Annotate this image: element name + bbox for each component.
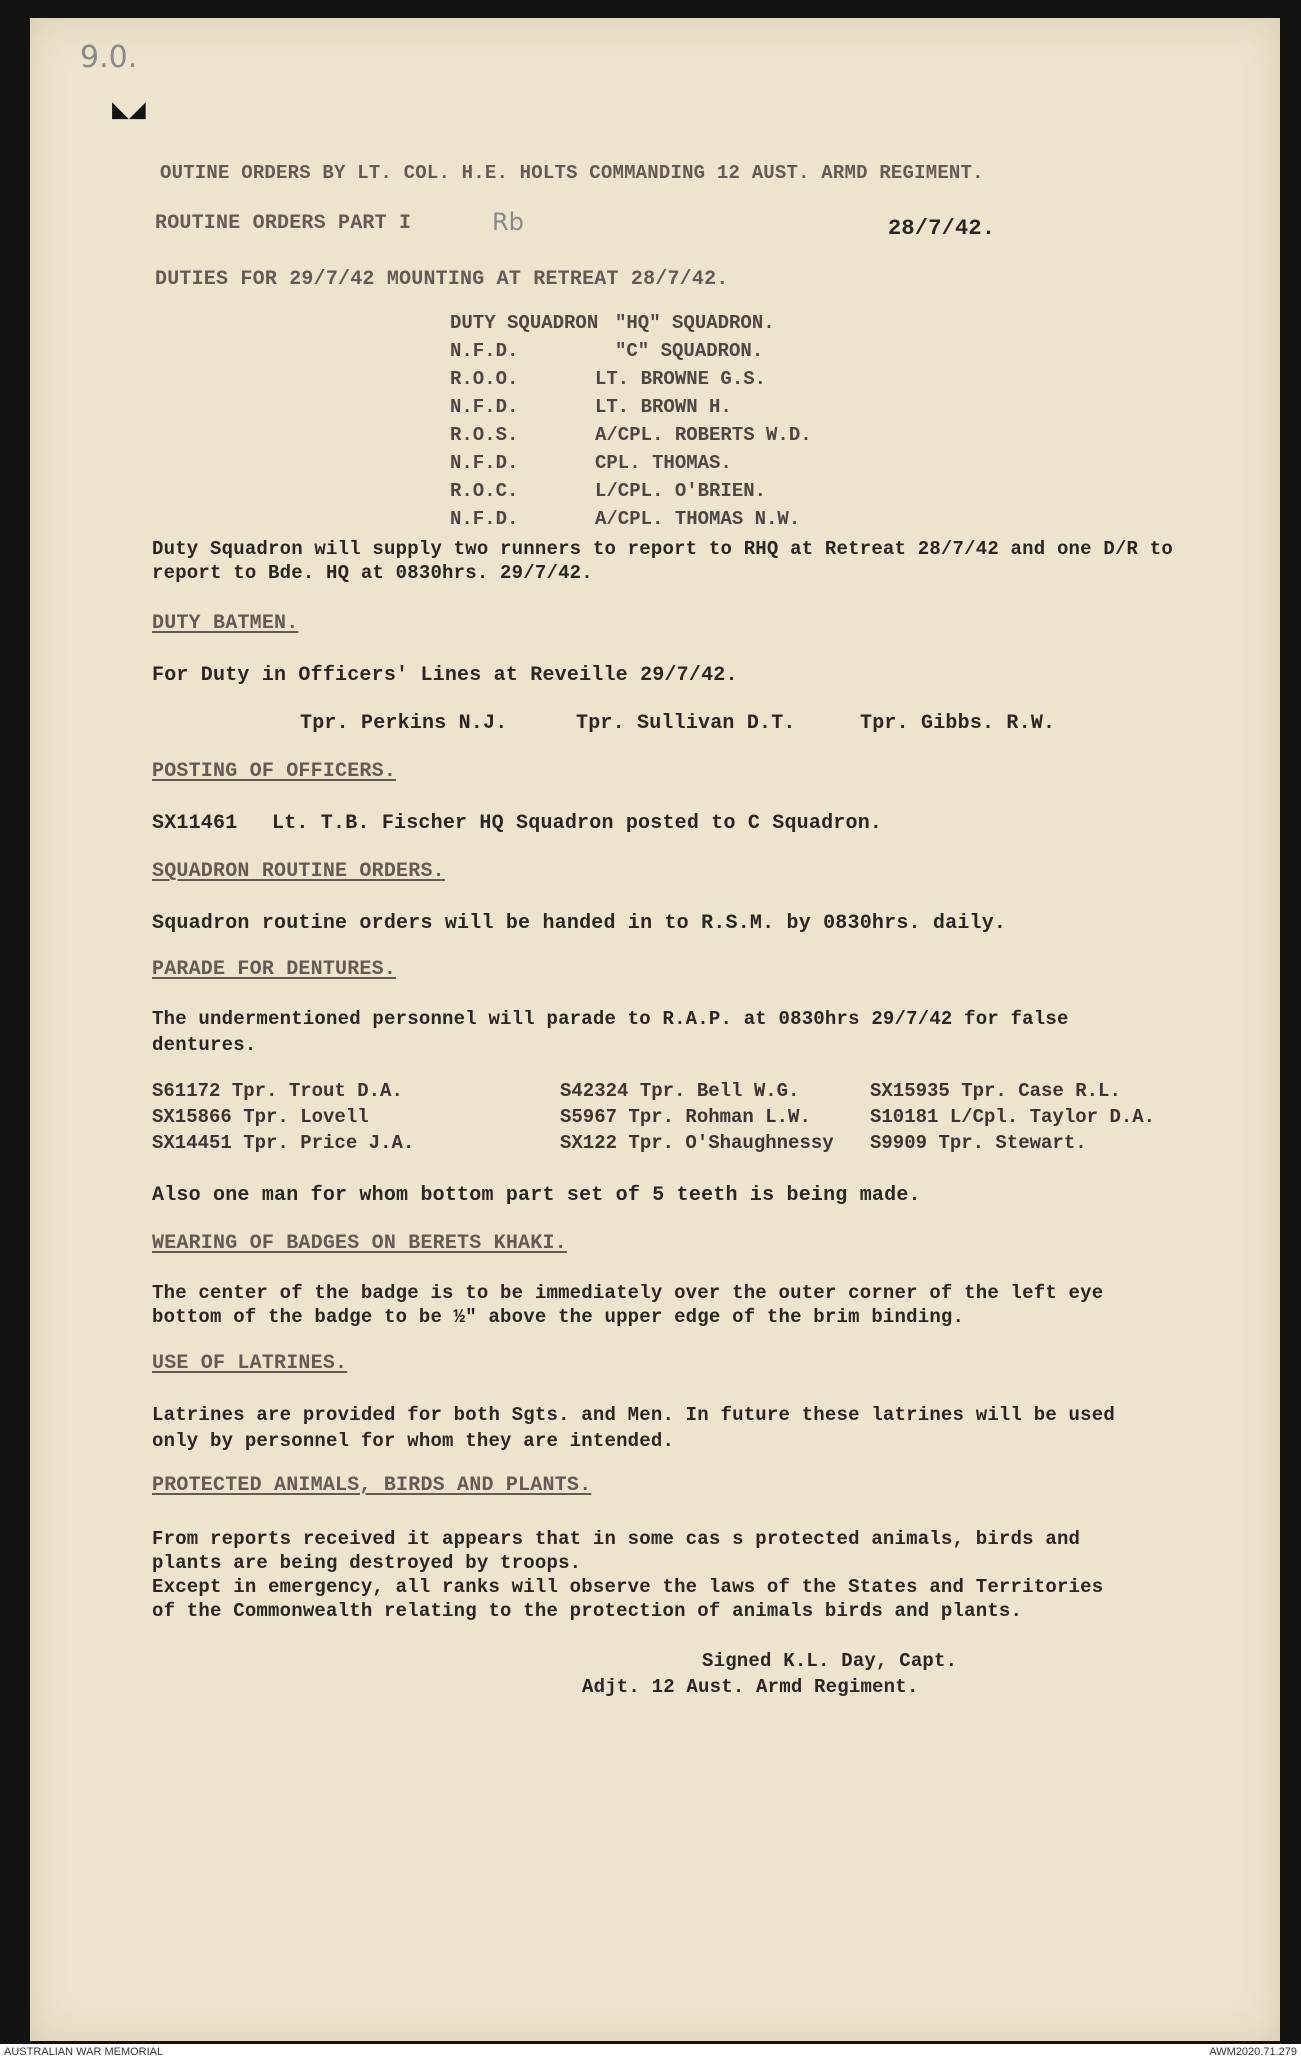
- badges-line2: bottom of the badge to be ½" above the upper edge of the brim binding.: [152, 1306, 965, 1328]
- latrines-line2: only by personnel for whom they are intended.: [152, 1430, 675, 1452]
- duty-row: N.F.D. "C" SQUADRON.: [450, 340, 764, 362]
- duty-batmen-text: For Duty in Officers' Lines at Reveille 29/7/42.: [152, 664, 738, 687]
- protected-line3: Except in emergency, all ranks will observe the laws of the States and Territories: [152, 1576, 1104, 1598]
- duties-line: DUTIES FOR 29/7/42 MOUNTING AT RETREAT 28/7/42.: [155, 268, 729, 291]
- batman-name-1: Tpr. Perkins N.J.: [300, 712, 508, 735]
- denture-cell: S9909 Tpr. Stewart.: [870, 1132, 1087, 1154]
- denture-cell: S10181 L/Cpl. Taylor D.A.: [870, 1106, 1156, 1128]
- duty-batmen-heading: DUTY BATMEN.: [152, 612, 299, 635]
- dentures-note: Also one man for whom bottom part set of 5 teeth is being made.: [152, 1184, 921, 1207]
- denture-cell: SX122 Tpr. O'Shaughnessy: [560, 1132, 834, 1154]
- footer-accession: AWM2020.71.279: [1209, 2046, 1297, 2058]
- latrines-line1: Latrines are provided for both Sgts. and Men. In future these latrines will be used: [152, 1404, 1115, 1426]
- duty-row: R.O.S. A/CPL. ROBERTS W.D.: [450, 424, 812, 446]
- footer-source: AUSTRALIAN WAR MEMORIAL: [4, 2046, 164, 2058]
- duty-row: R.O.C. L/CPL. O'BRIEN.: [450, 480, 767, 502]
- protected-line4: of the Commonwealth relating to the protection of animals birds and plants.: [152, 1600, 1023, 1622]
- orders-part: ROUTINE ORDERS PART I: [155, 212, 412, 235]
- denture-cell: S5967 Tpr. Rohman L.W.: [560, 1106, 811, 1128]
- dentures-heading: PARADE FOR DENTURES.: [152, 958, 397, 981]
- handwritten-mark: ◣◢: [112, 96, 146, 127]
- batman-name-2: Tpr. Sullivan D.T.: [576, 712, 796, 735]
- latrines-heading: USE OF LATRINES.: [152, 1352, 348, 1375]
- denture-cell: SX15866 Tpr. Lovell: [152, 1106, 369, 1128]
- squadron-orders-heading: SQUADRON ROUTINE ORDERS.: [152, 860, 445, 883]
- badges-heading: WEARING OF BADGES ON BERETS KHAKI.: [152, 1232, 567, 1255]
- denture-cell: S42324 Tpr. Bell W.G.: [560, 1080, 800, 1102]
- duty-row: N.F.D. CPL. THOMAS.: [450, 452, 732, 474]
- badges-line1: The center of the badge is to be immediately over the outer corner of the left eye: [152, 1282, 1104, 1304]
- posting-text: Lt. T.B. Fischer HQ Squadron posted to C Squadron.: [272, 812, 883, 835]
- squadron-orders-text: Squadron routine orders will be handed in to R.S.M. by 0830hrs. daily.: [152, 912, 1007, 935]
- protected-line2: plants are being destroyed by troops.: [152, 1552, 582, 1574]
- batman-name-3: Tpr. Gibbs. R.W.: [860, 712, 1056, 735]
- duty-row: R.O.O. LT. BROWNE G.S.: [450, 368, 767, 390]
- signature-line2: Adjt. 12 Aust. Armd Regiment.: [582, 1676, 919, 1698]
- posting-number: SX11461: [152, 812, 238, 835]
- pencil-page-number: 9.0.: [80, 40, 138, 75]
- duty-squadron-note-line2: report to Bde. HQ at 0830hrs. 29/7/42.: [152, 562, 593, 584]
- duty-row: N.F.D. A/CPL. THOMAS N.W.: [450, 508, 801, 530]
- orders-date: 28/7/42.: [888, 216, 996, 241]
- denture-cell: SX14451 Tpr. Price J.A.: [152, 1132, 415, 1154]
- duty-squadron-note-line1: Duty Squadron will supply two runners to report to RHQ at Retreat 28/7/42 and one D/R to: [152, 538, 1173, 560]
- posting-heading: POSTING OF OFFICERS.: [152, 760, 397, 783]
- protected-heading: PROTECTED ANIMALS, BIRDS AND PLANTS.: [152, 1474, 592, 1497]
- dentures-line2: dentures.: [152, 1034, 257, 1056]
- pencil-initial: Rb: [492, 208, 524, 236]
- dentures-line1: The undermentioned personnel will parade to R.A.P. at 0830hrs 29/7/42 for false: [152, 1008, 1069, 1030]
- signature-line1: Signed K.L. Day, Capt.: [702, 1650, 958, 1672]
- document-title: OUTINE ORDERS BY LT. COL. H.E. HOLTS COMMANDING 12 AUST. ARMD REGIMENT.: [160, 162, 984, 184]
- duty-row: DUTY SQUADRON "HQ" SQUADRON.: [450, 312, 775, 334]
- footer-bar: [0, 2044, 1301, 2061]
- denture-cell: SX15935 Tpr. Case R.L.: [870, 1080, 1121, 1102]
- denture-cell: S61172 Tpr. Trout D.A.: [152, 1080, 403, 1102]
- protected-line1: From reports received it appears that in some cas s protected animals, birds and: [152, 1528, 1081, 1550]
- duty-row: N.F.D. LT. BROWN H.: [450, 396, 732, 418]
